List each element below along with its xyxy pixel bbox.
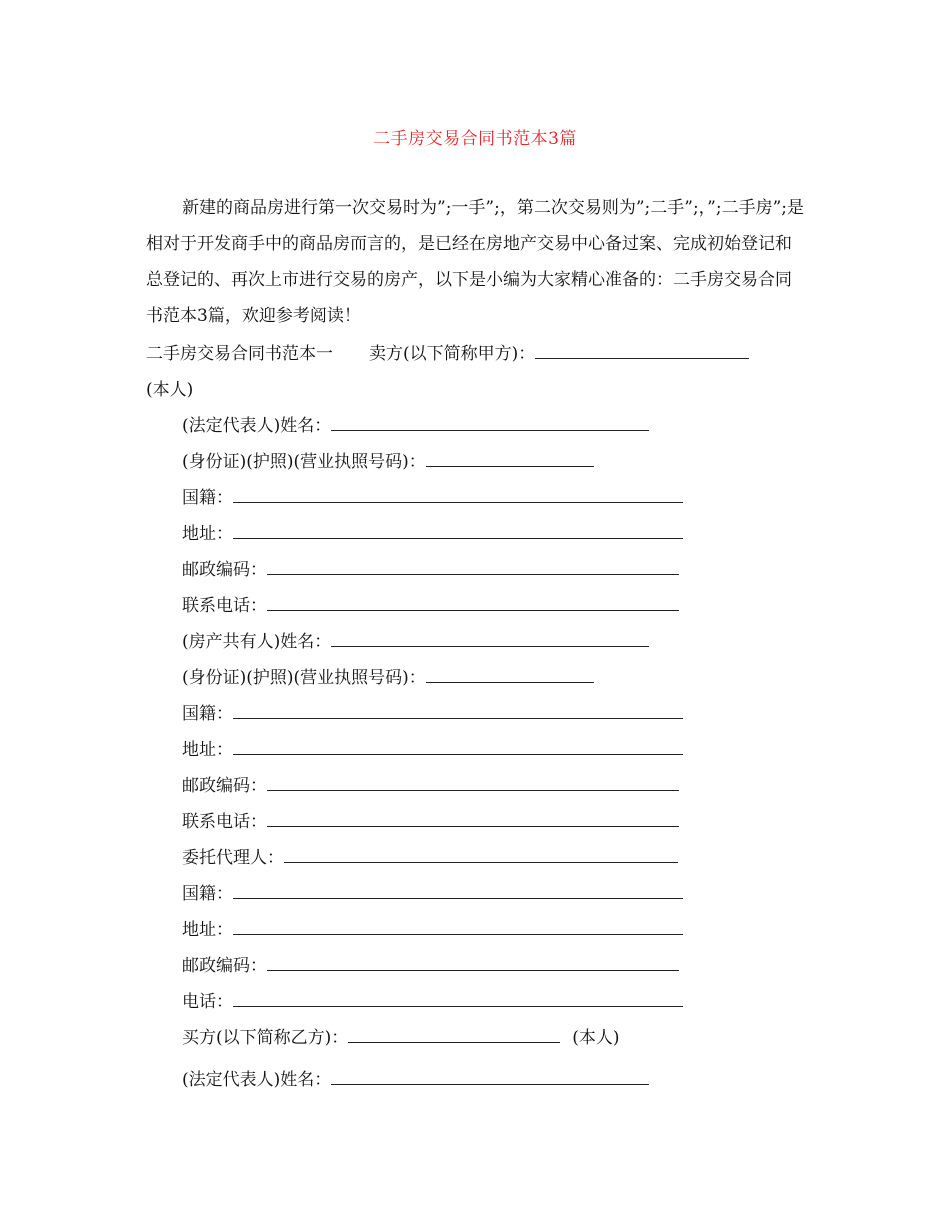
field-blank[interactable] xyxy=(233,882,683,899)
field-blank[interactable] xyxy=(233,990,683,1007)
field-row xyxy=(182,738,683,762)
field-label: 委托代理人： xyxy=(182,848,284,868)
field-row xyxy=(182,954,679,978)
field-row xyxy=(182,846,678,870)
field-label: 电话： xyxy=(182,992,233,1012)
field-label: 地址： xyxy=(182,920,233,940)
field-label: 地址： xyxy=(182,740,233,760)
seller-line xyxy=(146,342,749,366)
field-blank[interactable] xyxy=(233,522,683,539)
field-label: 国籍： xyxy=(182,884,233,904)
seller-blank[interactable] xyxy=(535,342,749,359)
field-blank[interactable] xyxy=(267,558,679,575)
field-label: 联系电话： xyxy=(182,596,267,616)
field-blank[interactable] xyxy=(267,774,679,791)
field-label: (身份证)(护照)(营业执照号码)： xyxy=(182,452,426,472)
field-blank[interactable] xyxy=(267,594,679,611)
field-label: 地址： xyxy=(182,524,233,544)
seller-label: 卖方(以下简称甲方)： xyxy=(369,344,536,364)
intro-text: 新建的商品房进行第一次交易时为”;一手”;，第二次交易则为”;二手”;，”;二手房”;是相对于开发商手中的商品房而言的，是已经在房地产交易中心备过案、完成初始登记和总登记的、再次上市进行交易的房产，以下是小编为大家精心准备的：二手房交易合同书范本3篇，欢迎参考阅读！ xyxy=(146,198,805,326)
field-label: 邮政编码： xyxy=(182,560,267,580)
field-label: (法定代表人)姓名： xyxy=(182,416,332,436)
intro-paragraph xyxy=(146,190,806,334)
buyer-label: 买方(以下简称乙方)： xyxy=(182,1028,349,1048)
field-blank[interactable] xyxy=(233,486,683,503)
field-blank[interactable] xyxy=(233,702,683,719)
field-row xyxy=(182,558,679,582)
field-row xyxy=(182,918,683,942)
field-blank[interactable] xyxy=(331,414,649,431)
field-blank[interactable] xyxy=(426,666,594,683)
field-blank[interactable] xyxy=(284,846,678,863)
field-label: 邮政编码： xyxy=(182,776,267,796)
field-label: 邮政编码： xyxy=(182,956,267,976)
field-row xyxy=(182,630,649,654)
field-row xyxy=(182,774,679,798)
field-blank[interactable] xyxy=(233,918,683,935)
field-row xyxy=(182,486,683,510)
field-label: 国籍： xyxy=(182,704,233,724)
field-blank[interactable] xyxy=(331,630,649,647)
field-row xyxy=(182,414,649,438)
field-blank[interactable] xyxy=(267,954,679,971)
section-heading: 二手房交易合同书范本一 xyxy=(146,344,333,364)
buyer-rep-line xyxy=(182,1068,649,1092)
field-row xyxy=(182,990,683,1014)
field-row xyxy=(182,666,594,690)
field-row xyxy=(182,810,679,834)
field-row xyxy=(182,594,679,618)
field-blank[interactable] xyxy=(267,810,679,827)
field-blank[interactable] xyxy=(426,450,594,467)
document-title: 二手房交易合同书范本3篇 xyxy=(373,129,577,149)
field-row xyxy=(182,450,594,474)
field-row xyxy=(182,522,683,546)
field-blank[interactable] xyxy=(233,738,683,755)
buyer-rep-label: (法定代表人)姓名： xyxy=(182,1070,332,1090)
field-label: (房产共有人)姓名： xyxy=(182,632,332,652)
seller-self: (本人) xyxy=(146,380,194,400)
field-row xyxy=(182,702,683,726)
field-row xyxy=(182,882,683,906)
buyer-rep-blank[interactable] xyxy=(331,1068,649,1085)
field-label: (身份证)(护照)(营业执照号码)： xyxy=(182,668,426,688)
buyer-line xyxy=(182,1026,620,1050)
field-label: 联系电话： xyxy=(182,812,267,832)
buyer-self: (本人) xyxy=(572,1028,620,1048)
field-label: 国籍： xyxy=(182,488,233,508)
buyer-blank[interactable] xyxy=(348,1026,560,1043)
seller-self-line xyxy=(146,378,193,402)
